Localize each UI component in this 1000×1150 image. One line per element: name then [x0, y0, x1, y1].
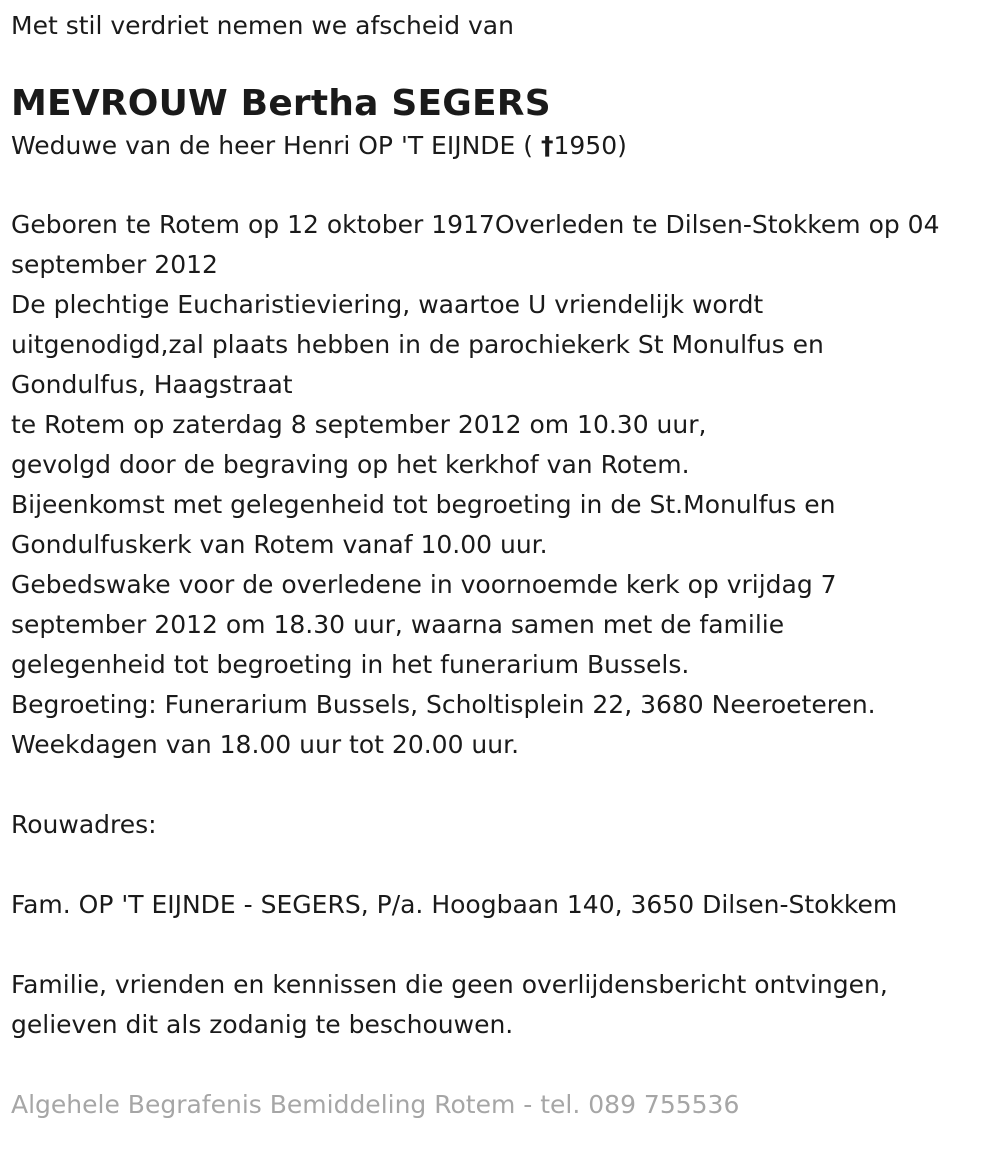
- intro-line: Met stil verdriet nemen we afscheid van: [11, 11, 514, 40]
- spacer: [11, 765, 991, 805]
- body-line: Gebedswake voor de overledene in voornoemde kerk op vrijdag 7: [11, 570, 837, 599]
- body-line: Begroeting: Funerarium Bussels, Scholtisplein 22, 3680 Neeroeteren.: [11, 690, 876, 719]
- body-line: september 2012 om 18.30 uur, waarna samen met de familie: [11, 610, 785, 639]
- body-line: Gondulfus, Haagstraat: [11, 370, 293, 399]
- body-line: Gondulfuskerk van Rotem vanaf 10.00 uur.: [11, 530, 548, 559]
- body-line: De plechtige Eucharistieviering, waartoe U vriendelijk wordt: [11, 290, 764, 319]
- widow-line: [11, 128, 991, 164]
- family-line: gelieven dit als zodanig te beschouwen.: [11, 1010, 514, 1039]
- body-line: gelegenheid tot begroeting in het funerarium Bussels.: [11, 650, 690, 679]
- death-notice: [11, 8, 991, 1125]
- deceased-name: MEVROUW Bertha SEGERS: [11, 83, 551, 124]
- body-line: Bijeenkomst met gelegenheid tot begroeting in de St.Monulfus en: [11, 490, 836, 519]
- notice-body: [11, 205, 991, 1085]
- body-line: gevolgd door de begraving op het kerkhof van Rotem.: [11, 450, 690, 479]
- body-line: Weekdagen van 18.00 uur tot 20.00 uur.: [11, 730, 520, 759]
- spacer: [11, 845, 991, 885]
- widow-suffix: 1950): [553, 131, 627, 160]
- body-line: september 2012: [11, 250, 218, 279]
- rouwadres-label: Rouwadres:: [11, 810, 157, 839]
- rouwadres-address: Fam. OP 'T EIJNDE - SEGERS, P/a. Hoogbaan 140, 3650 Dilsen-Stokkem: [11, 890, 898, 919]
- cross-icon: †: [540, 131, 554, 160]
- family-line: Familie, vrienden en kennissen die geen overlijdensbericht ontvingen,: [11, 970, 888, 999]
- body-line: Geboren te Rotem op 12 oktober 1917Overleden te Dilsen-Stokkem op 04: [11, 210, 940, 239]
- body-line: te Rotem op zaterdag 8 september 2012 om 10.30 uur,: [11, 410, 707, 439]
- footer-funeral-home: Algehele Begrafenis Bemiddeling Rotem - tel. 089 755536: [11, 1090, 740, 1119]
- widow-prefix: Weduwe van de heer Henri OP 'T EIJNDE (: [11, 131, 541, 160]
- spacer: [11, 1045, 991, 1085]
- spacer: [11, 164, 991, 205]
- spacer: [11, 925, 991, 965]
- body-line: uitgenodigd,zal plaats hebben in de parochiekerk St Monulfus en: [11, 330, 824, 359]
